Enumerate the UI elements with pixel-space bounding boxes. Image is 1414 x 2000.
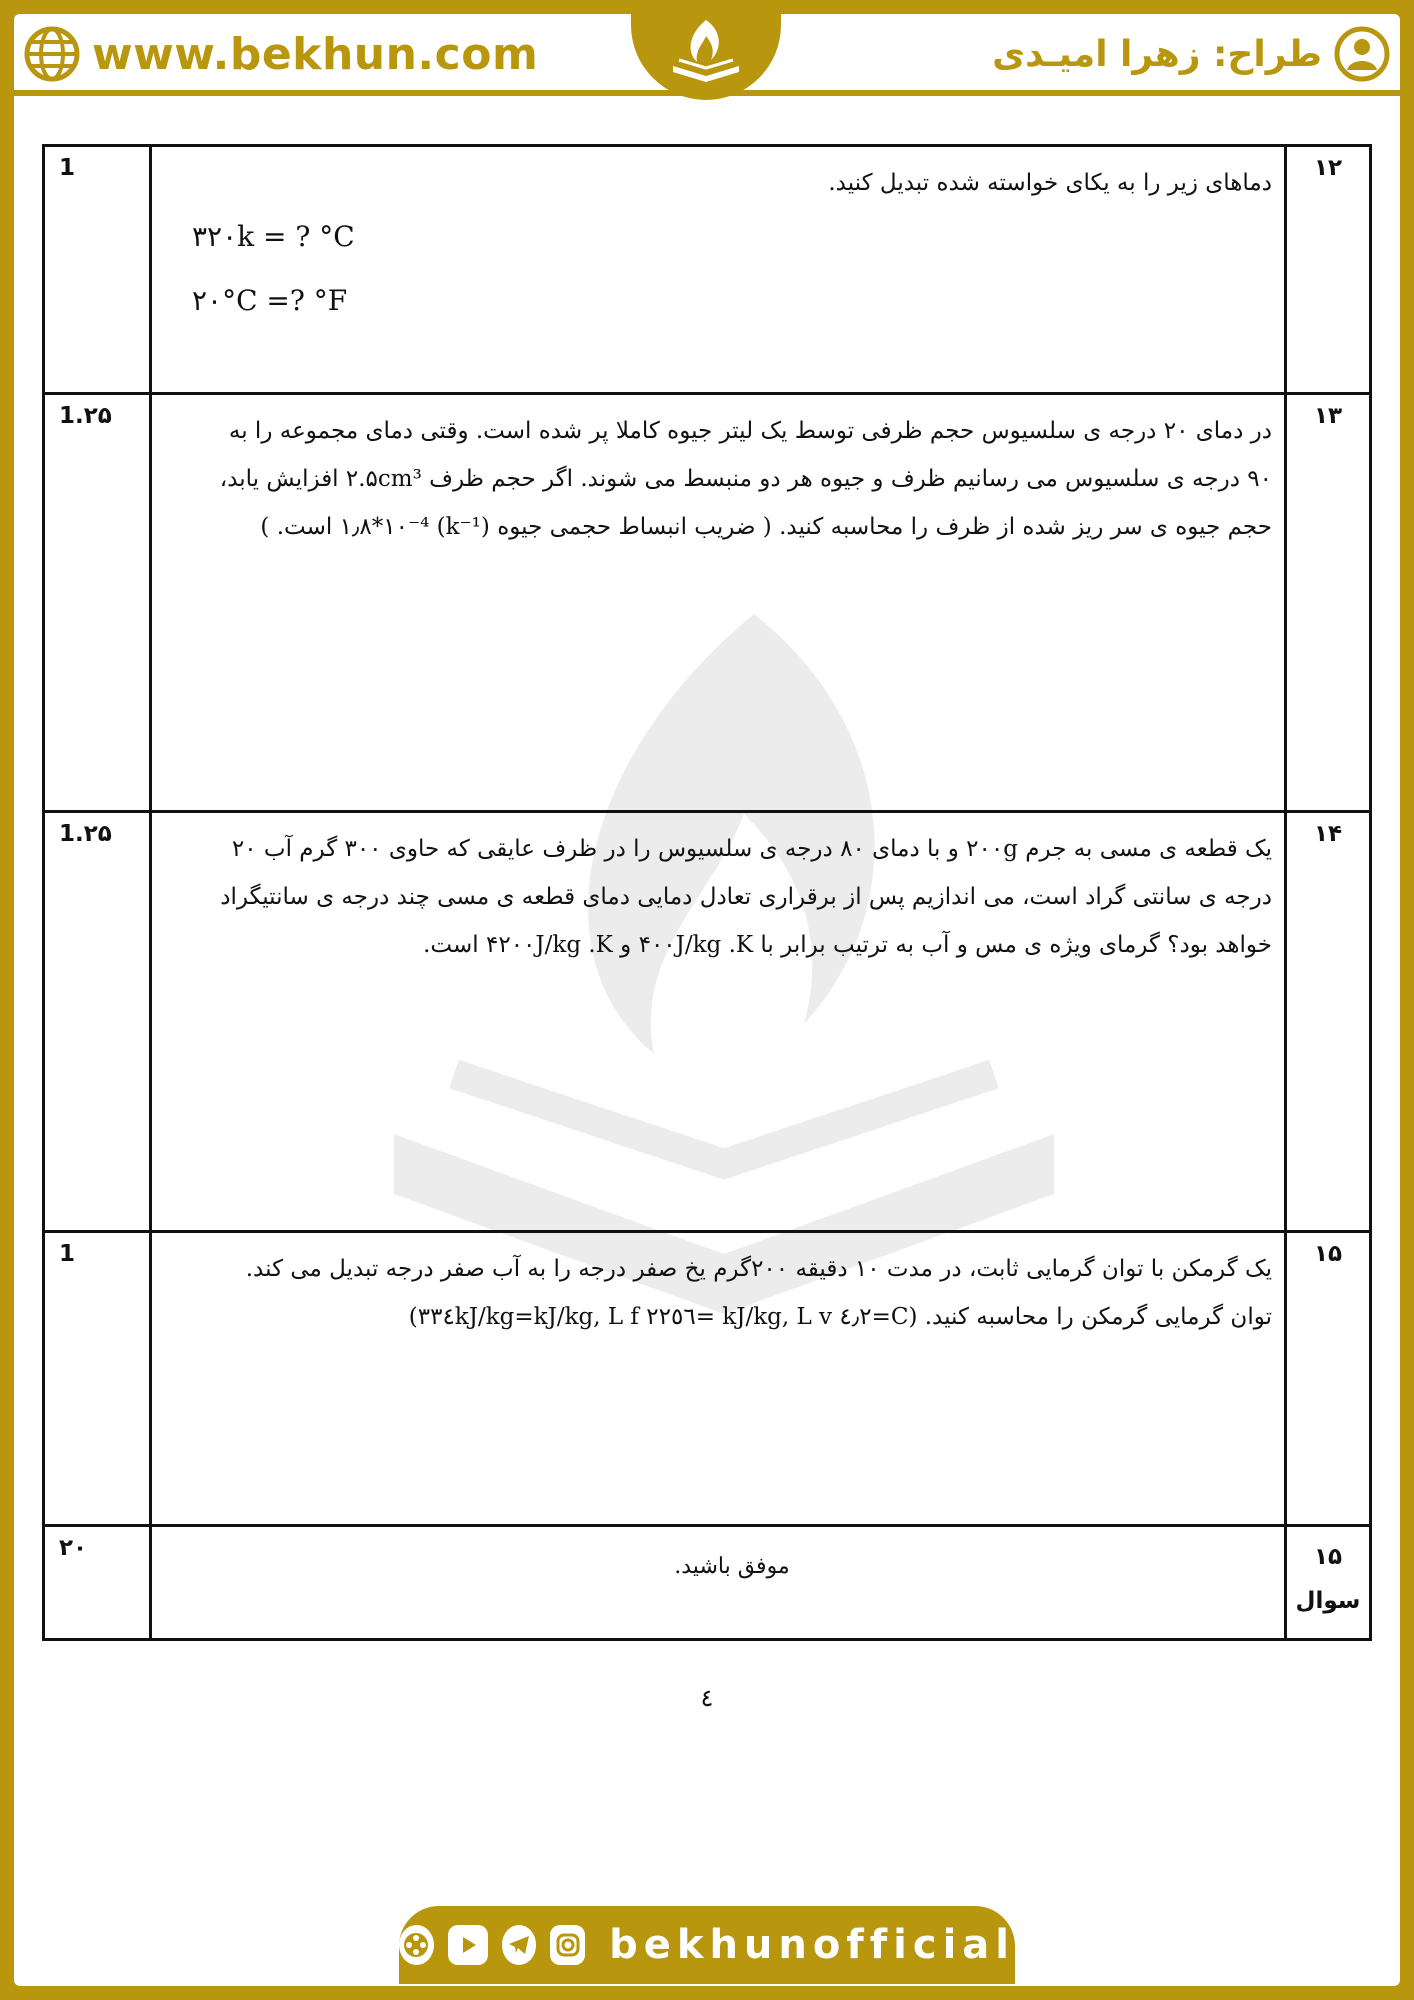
question-statement: دماهای زیر را به یکای خواسته شده تبدیل کنید. xyxy=(828,170,1272,196)
page-number: ٤ xyxy=(700,1684,714,1712)
designer-name: طراح: زهرا امیـدی xyxy=(992,33,1322,75)
question-count xyxy=(1286,1526,1371,1640)
summary-row xyxy=(44,1526,1371,1640)
aparat-icon[interactable] xyxy=(399,1925,434,1965)
designer-credit xyxy=(992,26,1390,82)
book-flame-icon xyxy=(661,14,751,90)
globe-icon xyxy=(24,26,80,82)
youtube-icon[interactable] xyxy=(448,1925,488,1965)
social-bar[interactable] xyxy=(399,1906,1015,1984)
telegram-icon[interactable] xyxy=(502,1925,537,1965)
question-line: یک گرمکن با توان گرمایی ثابت، در مدت ۱۰ دقیقه ۲۰۰گرم یخ صفر درجه را به آب صفر درجه تبدیل می کند. xyxy=(245,1256,1272,1282)
question-number: ۱۳ xyxy=(1286,394,1371,812)
header xyxy=(14,14,1400,96)
question-score: 1.۲۵ xyxy=(44,394,151,812)
question-number: ۱۴ xyxy=(1286,812,1371,1232)
website-text: www.bekhun.com xyxy=(92,28,539,80)
question-line: توان گرمایی گرمکن را محاسبه کنید. (C=٤٫٢ kJ/kg, L v =٢٢٥٦ kJ/kg, L f=٣٣٤kJ/kg) xyxy=(408,1304,1272,1330)
brand-logo xyxy=(631,14,781,100)
total-score: ۲۰ xyxy=(44,1526,151,1640)
question-line: درجه ی سانتی گراد است، می اندازیم پس از برقراری تعادل دمایی دمای قطعه ی مسی چند درجه ی سانتیگراد xyxy=(220,884,1272,910)
question-score: 1.۲۵ xyxy=(44,812,151,1232)
closing-message: موفق باشید. xyxy=(674,1554,790,1579)
website-link[interactable] xyxy=(24,26,538,82)
question-line: خواهد بود؟ گرمای ویژه ی مس و آب به ترتیب برابر با ۴۰۰J/kg .K و ۴۲۰۰J/kg .K است. xyxy=(423,932,1272,958)
question-line: یک قطعه ی مسی به جرم ۲۰۰g و با دمای ۸۰ درجه ی سلسیوس را در ظرف عایقی که حاوی ۳۰۰ گرم آب ۲۰ xyxy=(231,836,1272,862)
question-line: ۹۰ درجه ی سلسیوس می رسانیم ظرف و جیوه هر دو منبسط می شوند. اگر حجم ظرف ۲.۵cm³ افزایش یابد، xyxy=(219,466,1272,492)
equation-fahrenheit: ۲۰°C =? °F xyxy=(192,284,348,317)
question-text xyxy=(151,1232,1286,1526)
question-number: ۱۵ xyxy=(1286,1232,1371,1526)
question-row xyxy=(44,146,1371,394)
instagram-icon[interactable] xyxy=(550,1925,585,1965)
question-line: حجم جیوه ی سر ریز شده از ظرف را محاسبه کنید. ( ضریب انبساط حجمی جیوه (k⁻¹) ۱٫۸*۱۰⁻⁴ است. ) xyxy=(260,514,1272,540)
question-row xyxy=(44,812,1371,1232)
social-handle: bekhunofficial xyxy=(609,1922,1015,1968)
question-score: 1 xyxy=(44,1232,151,1526)
question-text xyxy=(151,146,1286,394)
question-row xyxy=(44,394,1371,812)
page xyxy=(14,14,1400,1986)
question-count-label: سوال xyxy=(1295,1588,1361,1614)
question-row xyxy=(44,1232,1371,1526)
closing-message-cell xyxy=(151,1526,1286,1640)
user-icon xyxy=(1334,26,1390,82)
question-text xyxy=(151,812,1286,1232)
question-line: در دمای ۲۰ درجه ی سلسیوس حجم ظرفی توسط یک لیتر جیوه کاملا پر شده است. وقتی دمای مجموعه را به xyxy=(228,418,1272,444)
question-count-value: ۱۵ xyxy=(1313,1544,1343,1570)
question-score: 1 xyxy=(44,146,151,394)
question-number: ۱۲ xyxy=(1286,146,1371,394)
question-text xyxy=(151,394,1286,812)
exam-table xyxy=(42,144,1372,1641)
equation-kelvin: ۳۲۰k = ? °C xyxy=(192,220,355,253)
